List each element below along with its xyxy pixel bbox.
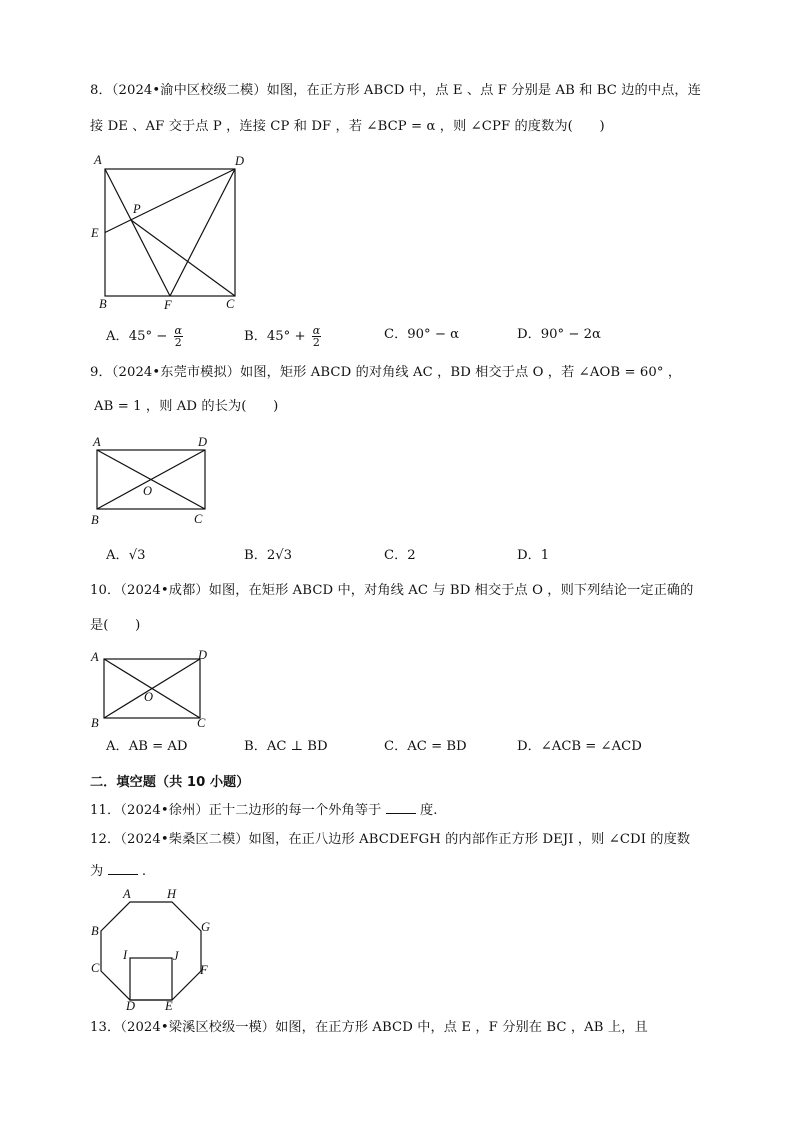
q12-label-h: H (167, 887, 177, 901)
q8-option-b-numerator: α (312, 324, 321, 337)
q10-option-a[interactable]: A．AB = AD (106, 739, 188, 754)
q12-label-i: I (123, 948, 128, 962)
q8-option-d[interactable]: D．90° − 2α (517, 327, 601, 342)
q10-label-b: B (91, 716, 99, 730)
q10-stem-line2: 是( ) (90, 618, 141, 633)
q8-option-b-fraction (312, 325, 321, 348)
q8-stem-line2: 接 DE 、AF 交于点 P ，连接 CP 和 DF ，若 ∠BCP = α ，则 ∠CPF 的度数为( ) (90, 119, 605, 134)
q12-octagon-figure (85, 883, 220, 1013)
q8-square-figure (85, 150, 255, 315)
q9-label-c: C (194, 512, 203, 526)
q8-label-c: C (226, 297, 235, 311)
q11-stem (90, 801, 438, 820)
q13-stem-line1: 13．（2024•梁溪区校级一模）如图，在正方形 ABCD 中，点 E ，F 分别在 BC ，AB 上，且 (90, 1020, 648, 1035)
q9-stem-line2: AB = 1 ，则 AD 的长为( ) (94, 399, 279, 414)
q9-stem-line1: 9．（2024•东莞市模拟）如图，矩形 ABCD 的对角线 AC ，BD 相交于点 O ，若 ∠AOB = 60° ， (90, 365, 682, 380)
q11-answer-blank[interactable] (386, 801, 416, 814)
q8-option-a-text: A．45° − (106, 329, 168, 344)
q12-line2-text: 为 (90, 864, 104, 879)
q9-option-d[interactable]: D．1 (517, 548, 550, 563)
q9-label-b: B (91, 513, 99, 527)
q10-label-c: C (197, 716, 206, 730)
q8-option-a[interactable] (106, 325, 183, 348)
q12-label-e: E (165, 999, 173, 1013)
q8-label-f: F (164, 298, 172, 312)
q11-suffix: 度. (420, 803, 438, 818)
q10-stem-line1: 10．（2024•成都）如图，在矩形 ABCD 中，对角线 AC 与 BD 相交于点 O ，则下列结论一定正确的 (90, 583, 694, 598)
q10-rectangle-figure (85, 645, 225, 735)
q9-label-a: A (93, 435, 101, 449)
q12-label-f: F (200, 963, 208, 977)
q9-label-o: O (143, 484, 153, 498)
q8-label-p: P (133, 202, 141, 216)
q12-label-g: G (201, 920, 211, 934)
q9-option-c[interactable]: C．2 (384, 548, 416, 563)
q12-label-c: C (91, 961, 100, 975)
q12-label-a: A (123, 887, 131, 901)
q8-option-a-numerator: α (174, 324, 182, 337)
q9-rectangle-figure (85, 430, 225, 530)
section-title-fill-in: 二．填空题（共 10 小题） (90, 775, 250, 790)
q8-option-a-denominator: 2 (174, 336, 182, 349)
q8-option-c[interactable]: C．90° − α (384, 327, 459, 342)
q8-option-a-fraction (174, 325, 183, 348)
q10-label-d: D (198, 648, 208, 662)
q10-option-b[interactable]: B．AC ⊥ BD (244, 739, 328, 754)
q10-option-d[interactable]: D．∠ACB = ∠ACD (517, 739, 642, 754)
q12-label-j: J (173, 949, 179, 963)
q11-text: 11．（2024•徐州）正十二边形的每一个外角等于 (90, 803, 382, 818)
q12-stem-line2 (90, 862, 146, 881)
q12-suffix: . (141, 864, 147, 879)
q8-label-d: D (235, 154, 245, 168)
q12-answer-blank[interactable] (108, 862, 138, 875)
q8-stem-line1: 8．（2024•渝中区校级二模）如图，在正方形 ABCD 中，点 E 、点 F 分别是 AB 和 BC 边的中点，连 (90, 83, 701, 98)
q10-label-o: O (144, 690, 154, 704)
q12-label-d: D (126, 999, 136, 1013)
q12-label-b: B (91, 924, 99, 938)
q12-stem-line1: 12．（2024•柴桑区二模）如图，在正八边形 ABCDEFGH 的内部作正方形 DEJI ，则 ∠CDI 的度数 (90, 832, 691, 847)
q8-option-b[interactable] (244, 325, 321, 348)
q8-option-b-denominator: 2 (312, 336, 320, 349)
q8-label-b: B (99, 297, 107, 311)
q8-label-e: E (91, 226, 99, 240)
q10-label-a: A (91, 650, 99, 664)
q9-option-b[interactable]: B．2√3 (244, 548, 293, 563)
q8-option-b-text: B．45° + (244, 329, 306, 344)
q10-option-c[interactable]: C．AC = BD (384, 739, 467, 754)
q9-label-d: D (198, 435, 208, 449)
q8-label-a: A (94, 153, 102, 167)
q9-option-a[interactable]: A．√3 (106, 548, 146, 563)
